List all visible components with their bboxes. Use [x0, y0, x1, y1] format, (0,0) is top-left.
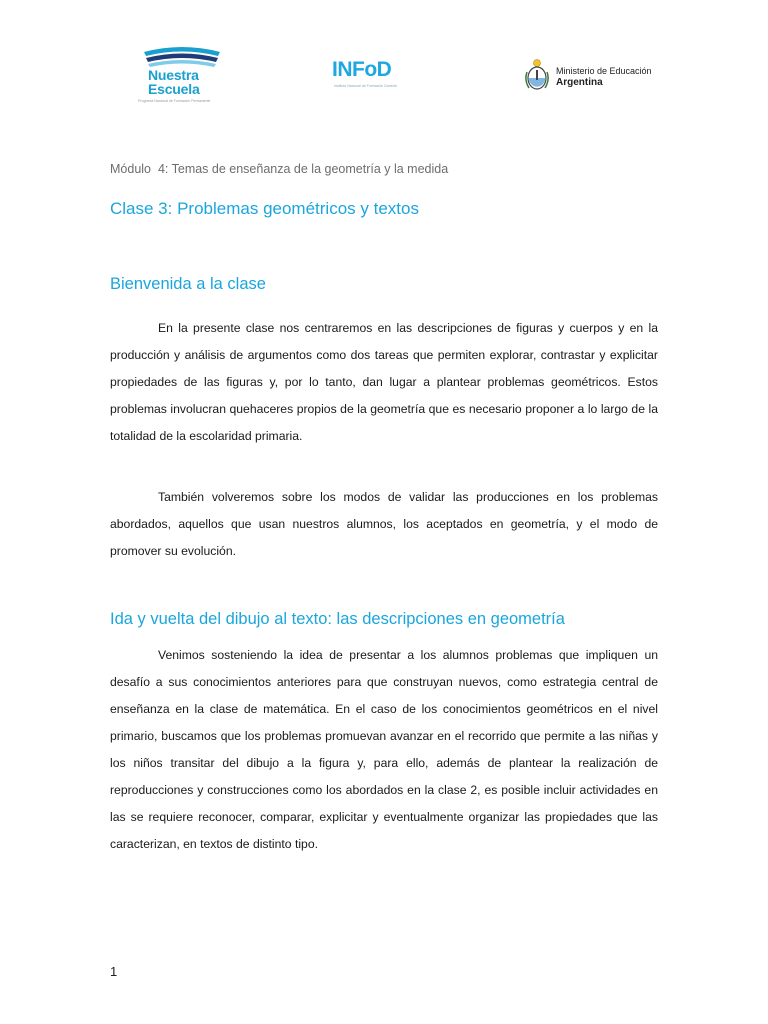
paragraph-2: También volveremos sobre los modos de validar las producciones en los problemas abordados, aquellos que usan nuestros alumnos, los aceptados en geometría, y el modo de promover su evolución.: [110, 490, 658, 558]
infod-name: INFoD: [332, 58, 392, 81]
nuestra-escuela-logo: [136, 44, 232, 106]
ministerio-logo: [524, 58, 654, 94]
infod-logo: [332, 58, 412, 98]
infod-subtitle: Instituto Nacional de Formación Docente: [334, 84, 398, 88]
ministerio-line-2: Argentina: [556, 77, 603, 88]
paragraph-3: Venimos sosteniendo la idea de presentar a los alumnos problemas que impliquen un desafío a sus conocimientos anteriores para que construyan nuevos, como estrategia central de enseñanza en la clase de matemática. En el caso de los conocimientos geométricos en el nivel primario, buscamos que los problemas promuevan avanzar en el recorrido que permite a las niñas y los niños transitar del dibujo a la figura y, para ello, además de plantear la realización de reproducciones y construcciones como los abordados en la clase 2, es posible incluir actividades en las se requiere reconocer, comparar, explicitar y eventualmente organizar las propiedades que las caracterizan, en textos de distinto tipo.: [110, 648, 658, 851]
class-title: Clase 3: Problemas geométricos y textos: [110, 199, 419, 218]
section-heading-bienvenida: Bienvenida a la clase: [110, 275, 266, 293]
nuestra-escuela-word-2: Escuela: [148, 81, 200, 97]
section-heading-ida-y-vuelta: Ida y vuelta del dibujo al texto: las descripciones en geometría: [110, 610, 565, 628]
page-number: 1: [110, 964, 118, 979]
ministerio-line-1: Ministerio de Educación: [556, 66, 652, 76]
module-line: Módulo 4: Temas de enseñanza de la geometría y la medida: [110, 162, 449, 176]
nuestra-escuela-subtitle: Programa Nacional de Formación Permanente: [138, 99, 211, 103]
paragraph-1: En la presente clase nos centraremos en las descripciones de figuras y cuerpos y en la producción y análisis de argumentos como dos tareas que permiten explorar, contrastar y explicitar propiedades de las figuras y, por lo tanto, dan lugar a plantear problemas geométricos. Estos problemas involucran quehaceres propios de la geometría que es necesario proponer a lo largo de la totalidad de la escolaridad primaria.: [110, 321, 658, 443]
nuestra-escuela-word-1: Nuestra: [148, 67, 199, 83]
argentina-coat-of-arms-icon: [524, 58, 550, 92]
